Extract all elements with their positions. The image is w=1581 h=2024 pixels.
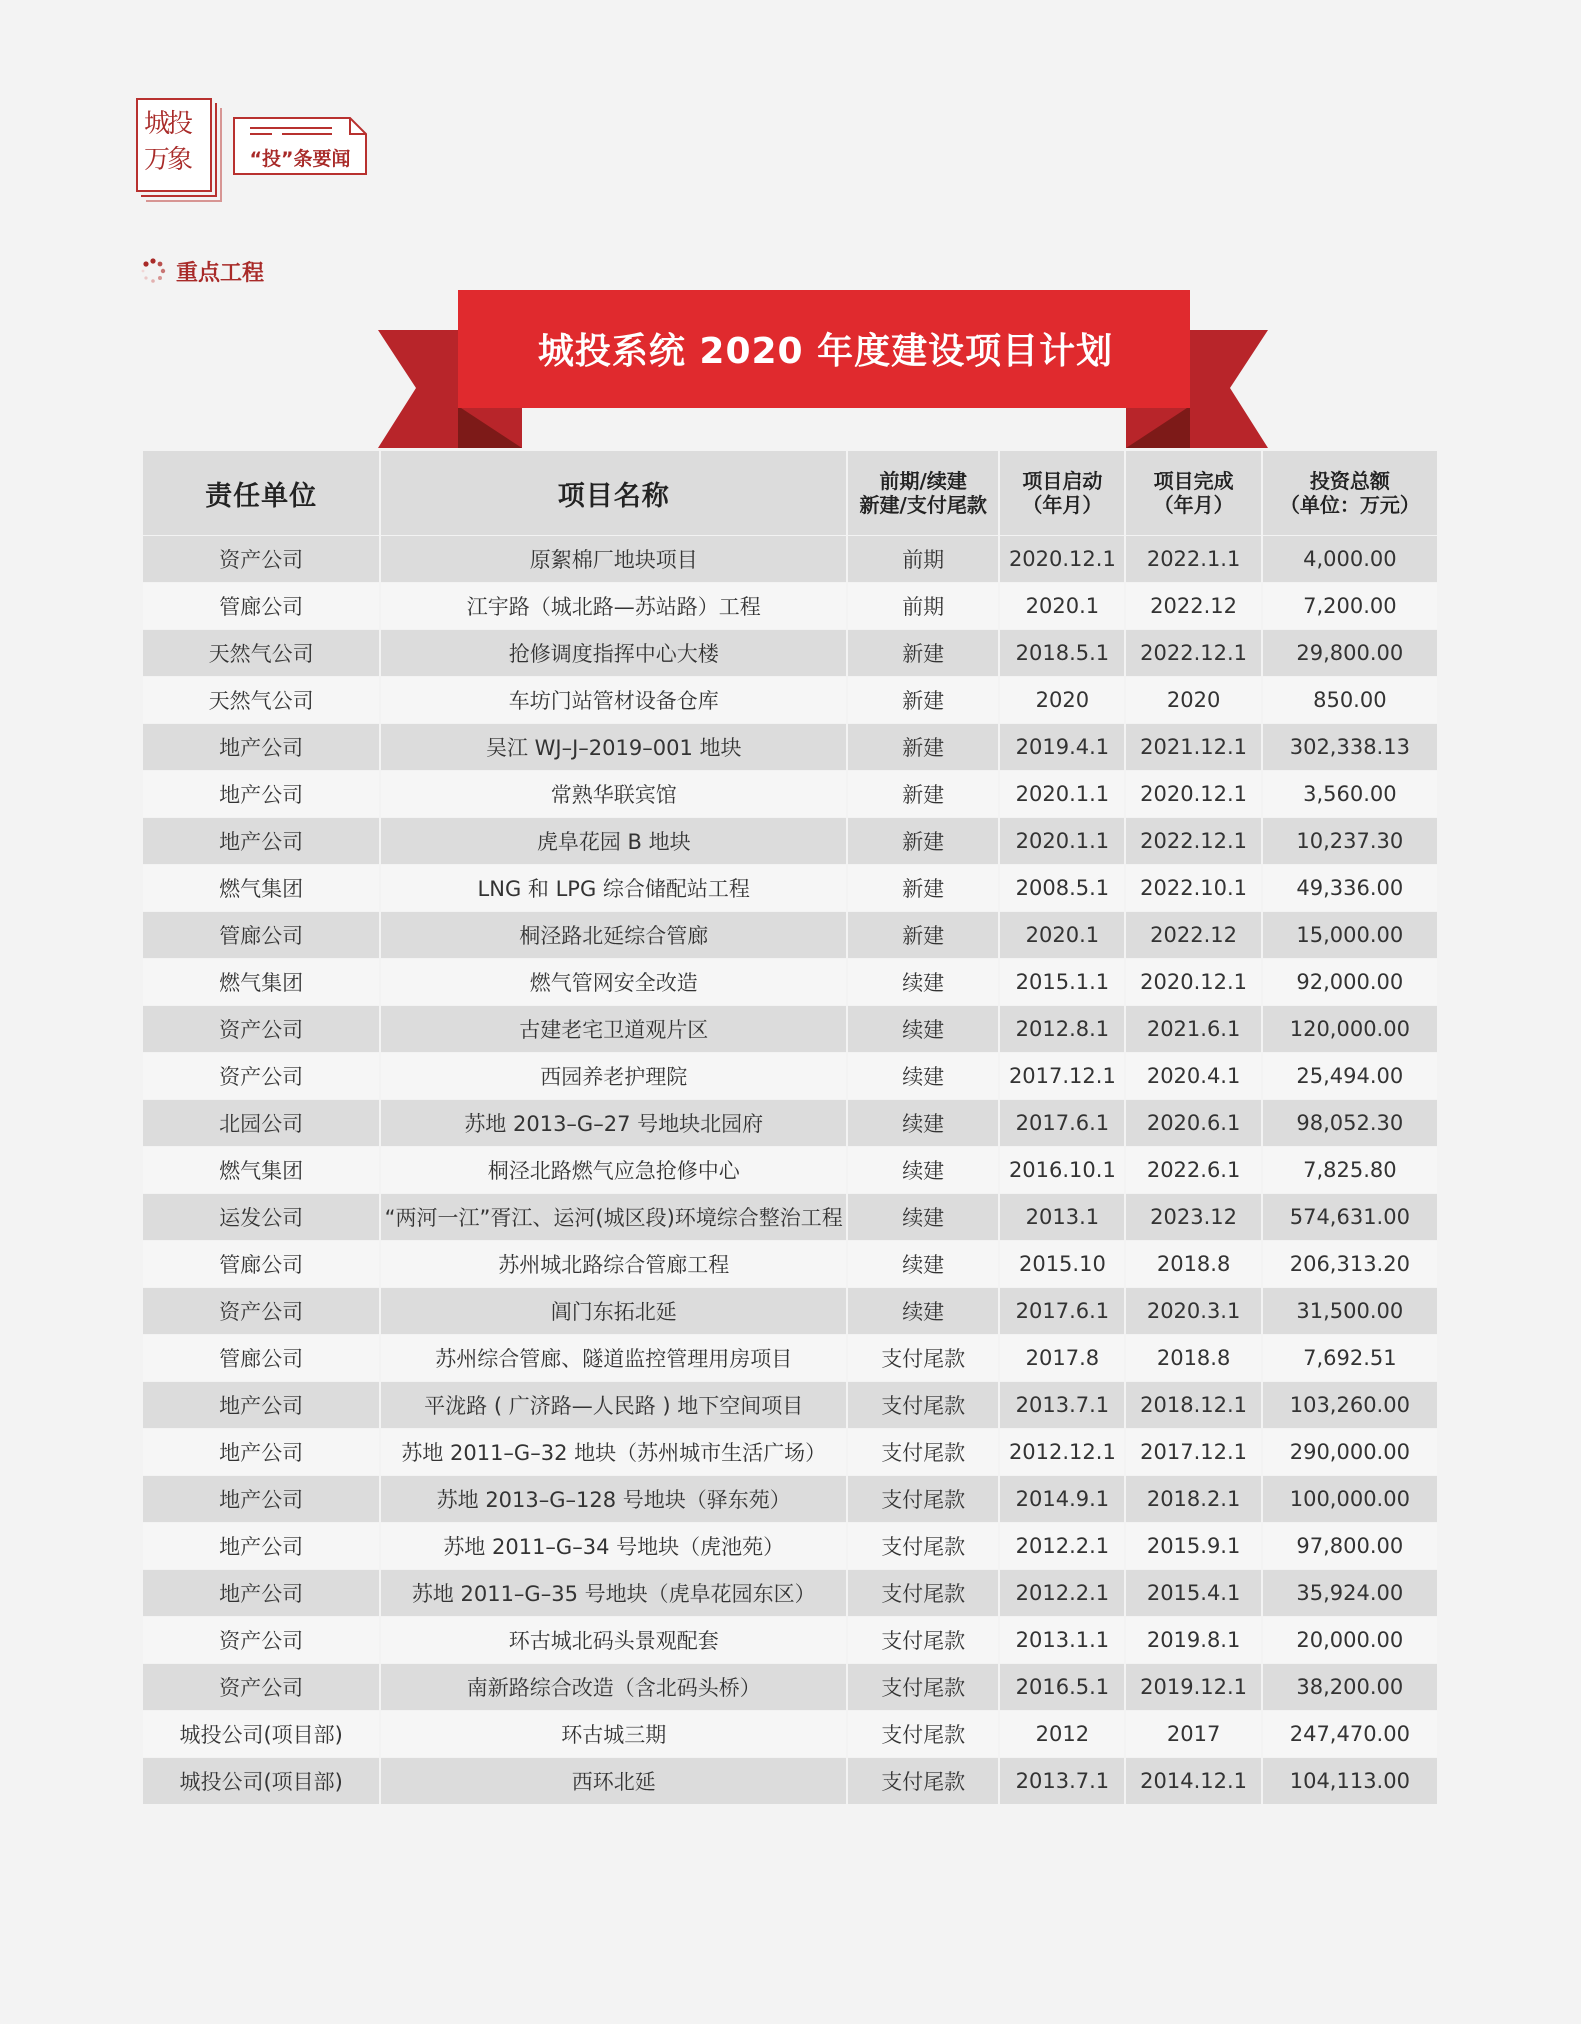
cell-end: 2022.12 xyxy=(1126,583,1260,629)
cell-amount: 15,000.00 xyxy=(1263,912,1437,958)
table-row xyxy=(143,583,1437,629)
cell-start: 2020.12.1 xyxy=(1000,536,1124,582)
cell-amount: 7,692.51 xyxy=(1263,1335,1437,1381)
cell-start: 2020.1.1 xyxy=(1000,818,1124,864)
cell-end: 2020.12.1 xyxy=(1126,959,1260,1005)
cell-amount: 247,470.00 xyxy=(1263,1711,1437,1757)
table-row xyxy=(143,1053,1437,1099)
cell-end: 2018.12.1 xyxy=(1126,1382,1260,1428)
cell-end: 2018.8 xyxy=(1126,1335,1260,1381)
cell-unit: 运发公司 xyxy=(143,1194,379,1240)
cell-project-name: LNG 和 LPG 综合储配站工程 xyxy=(381,865,846,911)
cell-start: 2017.8 xyxy=(1000,1335,1124,1381)
cell-amount: 104,113.00 xyxy=(1263,1758,1437,1804)
cell-unit: 城投公司(项目部) xyxy=(143,1711,379,1757)
cell-stage: 续建 xyxy=(848,1194,998,1240)
cell-start: 2020.1 xyxy=(1000,912,1124,958)
cell-start: 2013.1 xyxy=(1000,1194,1124,1240)
cell-unit: 天然气公司 xyxy=(143,630,379,676)
cell-start: 2013.7.1 xyxy=(1000,1758,1124,1804)
cell-project-name: 虎阜花园 B 地块 xyxy=(381,818,846,864)
cell-amount: 120,000.00 xyxy=(1263,1006,1437,1052)
cell-project-name: 燃气管网安全改造 xyxy=(381,959,846,1005)
cell-unit: 资产公司 xyxy=(143,1617,379,1663)
header-stage-line1: 前期/续建 xyxy=(879,469,967,493)
cell-project-name: 苏地 2011–G–35 号地块（虎阜花园东区） xyxy=(381,1570,846,1616)
header-unit: 责任单位 xyxy=(143,451,379,535)
cell-start: 2016.10.1 xyxy=(1000,1147,1124,1193)
table-row xyxy=(143,1382,1437,1428)
cell-project-name: 西园养老护理院 xyxy=(381,1053,846,1099)
table-row xyxy=(143,865,1437,911)
table-row xyxy=(143,1617,1437,1663)
cell-project-name: 江宇路（城北路—苏站路）工程 xyxy=(381,583,846,629)
cell-end: 2023.12 xyxy=(1126,1194,1260,1240)
cell-start: 2019.4.1 xyxy=(1000,724,1124,770)
cell-start: 2017.6.1 xyxy=(1000,1288,1124,1334)
table-row xyxy=(143,1711,1437,1757)
cell-start: 2015.10 xyxy=(1000,1241,1124,1287)
cell-amount: 38,200.00 xyxy=(1263,1664,1437,1710)
header-amount-line2: （单位：万元） xyxy=(1279,493,1420,517)
table-row xyxy=(143,1429,1437,1475)
cell-unit: 地产公司 xyxy=(143,1476,379,1522)
cell-amount: 98,052.30 xyxy=(1263,1100,1437,1146)
cell-stage: 新建 xyxy=(848,677,998,723)
section-heading xyxy=(140,256,264,286)
cell-stage: 续建 xyxy=(848,1241,998,1287)
cell-end: 2022.12.1 xyxy=(1126,630,1260,676)
cell-amount: 100,000.00 xyxy=(1263,1476,1437,1522)
cell-end: 2015.4.1 xyxy=(1126,1570,1260,1616)
cell-end: 2019.12.1 xyxy=(1126,1664,1260,1710)
cell-unit: 燃气集团 xyxy=(143,1147,379,1193)
cell-start: 2014.9.1 xyxy=(1000,1476,1124,1522)
cell-amount: 35,924.00 xyxy=(1263,1570,1437,1616)
header-start-line1: 项目启动 xyxy=(1022,469,1103,493)
table-row xyxy=(143,1664,1437,1710)
cell-amount: 290,000.00 xyxy=(1263,1429,1437,1475)
cell-project-name: 桐泾北路燃气应急抢修中心 xyxy=(381,1147,846,1193)
project-table xyxy=(143,450,1437,1805)
table-row xyxy=(143,818,1437,864)
cell-project-name: 环古城三期 xyxy=(381,1711,846,1757)
cell-start: 2017.12.1 xyxy=(1000,1053,1124,1099)
cell-end: 2017.12.1 xyxy=(1126,1429,1260,1475)
cell-project-name: 苏地 2013–G–128 号地块（驿东苑） xyxy=(381,1476,846,1522)
cell-project-name: 桐泾路北延综合管廊 xyxy=(381,912,846,958)
header-start-line2: （年月） xyxy=(1022,493,1103,517)
cell-start: 2013.7.1 xyxy=(1000,1382,1124,1428)
header-end-line1: 项目完成 xyxy=(1153,469,1234,493)
cell-amount: 49,336.00 xyxy=(1263,865,1437,911)
cell-amount: 206,313.20 xyxy=(1263,1241,1437,1287)
table-row xyxy=(143,912,1437,958)
header-stage xyxy=(848,451,998,535)
cell-project-name: 苏地 2011–G–34 号地块（虎池苑） xyxy=(381,1523,846,1569)
cell-amount: 92,000.00 xyxy=(1263,959,1437,1005)
table-row xyxy=(143,630,1437,676)
table-row xyxy=(143,1476,1437,1522)
cell-stage: 支付尾款 xyxy=(848,1570,998,1616)
cell-unit: 燃气集团 xyxy=(143,865,379,911)
section-title: 重点工程 xyxy=(176,260,265,286)
cell-stage: 续建 xyxy=(848,1288,998,1334)
cell-end: 2020 xyxy=(1126,677,1260,723)
cell-amount: 7,825.80 xyxy=(1263,1147,1437,1193)
cell-start: 2020 xyxy=(1000,677,1124,723)
cell-unit: 资产公司 xyxy=(143,1288,379,1334)
cell-end: 2015.9.1 xyxy=(1126,1523,1260,1569)
cell-end: 2018.2.1 xyxy=(1126,1476,1260,1522)
cell-start: 2012.8.1 xyxy=(1000,1006,1124,1052)
cell-end: 2017 xyxy=(1126,1711,1260,1757)
cell-stage: 支付尾款 xyxy=(848,1664,998,1710)
cell-end: 2019.8.1 xyxy=(1126,1617,1260,1663)
cell-start: 2018.5.1 xyxy=(1000,630,1124,676)
cell-unit: 管廊公司 xyxy=(143,1241,379,1287)
cell-start: 2020.1 xyxy=(1000,583,1124,629)
cell-stage: 前期 xyxy=(848,583,998,629)
cell-stage: 支付尾款 xyxy=(848,1523,998,1569)
cell-start: 2012.2.1 xyxy=(1000,1523,1124,1569)
cell-project-name: 西环北延 xyxy=(381,1758,846,1804)
cell-project-name: 阊门东拓北延 xyxy=(381,1288,846,1334)
cell-stage: 支付尾款 xyxy=(848,1758,998,1804)
table-row xyxy=(143,1335,1437,1381)
cell-end: 2022.12.1 xyxy=(1126,818,1260,864)
cell-project-name: 吴江 WJ–J–2019–001 地块 xyxy=(381,724,846,770)
cell-project-name: 环古城北码头景观配套 xyxy=(381,1617,846,1663)
header-end-line2: （年月） xyxy=(1153,493,1234,517)
cell-amount: 7,200.00 xyxy=(1263,583,1437,629)
cell-end: 2021.6.1 xyxy=(1126,1006,1260,1052)
cell-stage: 支付尾款 xyxy=(848,1382,998,1428)
cell-stage: 支付尾款 xyxy=(848,1617,998,1663)
cell-stage: 续建 xyxy=(848,1100,998,1146)
cell-start: 2008.5.1 xyxy=(1000,865,1124,911)
table-row xyxy=(143,1006,1437,1052)
cell-unit: 地产公司 xyxy=(143,724,379,770)
cell-project-name: “两河一江”胥江、运河(城区段)环境综合整治工程 xyxy=(381,1194,846,1240)
cell-project-name: 苏州城北路综合管廊工程 xyxy=(381,1241,846,1287)
cell-end: 2018.8 xyxy=(1126,1241,1260,1287)
cell-unit: 资产公司 xyxy=(143,1053,379,1099)
cell-unit: 资产公司 xyxy=(143,1664,379,1710)
header-project-name: 项目名称 xyxy=(381,451,846,535)
cell-stage: 新建 xyxy=(848,771,998,817)
table-row xyxy=(143,724,1437,770)
table-row xyxy=(143,1194,1437,1240)
table-row xyxy=(143,1758,1437,1804)
table-row xyxy=(143,959,1437,1005)
cell-project-name: 苏州综合管廊、隧道监控管理用房项目 xyxy=(381,1335,846,1381)
cell-amount: 31,500.00 xyxy=(1263,1288,1437,1334)
header-start xyxy=(1000,451,1124,535)
cell-unit: 地产公司 xyxy=(143,1523,379,1569)
cell-stage: 续建 xyxy=(848,1147,998,1193)
cell-unit: 北园公司 xyxy=(143,1100,379,1146)
table-header-row xyxy=(143,451,1437,535)
cell-stage: 新建 xyxy=(848,818,998,864)
cell-stage: 续建 xyxy=(848,1006,998,1052)
cell-stage: 支付尾款 xyxy=(848,1476,998,1522)
table-row xyxy=(143,1241,1437,1287)
cell-stage: 续建 xyxy=(848,1053,998,1099)
cell-unit: 地产公司 xyxy=(143,771,379,817)
cell-unit: 燃气集团 xyxy=(143,959,379,1005)
cell-unit: 地产公司 xyxy=(143,1382,379,1428)
cell-unit: 资产公司 xyxy=(143,1006,379,1052)
cell-start: 2017.6.1 xyxy=(1000,1100,1124,1146)
cell-end: 2020.6.1 xyxy=(1126,1100,1260,1146)
table-row xyxy=(143,677,1437,723)
cell-unit: 管廊公司 xyxy=(143,583,379,629)
cell-end: 2014.12.1 xyxy=(1126,1758,1260,1804)
cell-stage: 支付尾款 xyxy=(848,1335,998,1381)
news-tag-label: “投”条要闻 xyxy=(249,148,351,170)
cell-amount: 10,237.30 xyxy=(1263,818,1437,864)
cell-start: 2016.5.1 xyxy=(1000,1664,1124,1710)
cell-start: 2012.2.1 xyxy=(1000,1570,1124,1616)
cell-amount: 103,260.00 xyxy=(1263,1382,1437,1428)
cell-amount: 574,631.00 xyxy=(1263,1194,1437,1240)
header-end xyxy=(1126,451,1260,535)
cell-end: 2022.1.1 xyxy=(1126,536,1260,582)
table-body xyxy=(143,536,1437,1804)
table-row xyxy=(143,771,1437,817)
cell-amount: 3,560.00 xyxy=(1263,771,1437,817)
loading-dots-icon xyxy=(140,258,166,284)
header-amount xyxy=(1263,451,1437,535)
cell-end: 2021.12.1 xyxy=(1126,724,1260,770)
cell-project-name: 古建老宅卫道观片区 xyxy=(381,1006,846,1052)
cell-start: 2020.1.1 xyxy=(1000,771,1124,817)
cell-end: 2020.12.1 xyxy=(1126,771,1260,817)
cell-unit: 管廊公司 xyxy=(143,1335,379,1381)
cell-stage: 新建 xyxy=(848,865,998,911)
cell-stage: 支付尾款 xyxy=(848,1711,998,1757)
logo-text: 城投万象 xyxy=(144,109,191,175)
cell-unit: 地产公司 xyxy=(143,1429,379,1475)
cell-stage: 新建 xyxy=(848,912,998,958)
cell-project-name: 抢修调度指挥中心大楼 xyxy=(381,630,846,676)
cell-stage: 续建 xyxy=(848,959,998,1005)
table-row xyxy=(143,1523,1437,1569)
cell-unit: 资产公司 xyxy=(143,536,379,582)
cell-end: 2022.10.1 xyxy=(1126,865,1260,911)
cell-stage: 前期 xyxy=(848,536,998,582)
cell-amount: 29,800.00 xyxy=(1263,630,1437,676)
cell-stage: 支付尾款 xyxy=(848,1429,998,1475)
cell-stage: 新建 xyxy=(848,630,998,676)
banner-title: 城投系统 2020 年度建设项目计划 xyxy=(537,330,1114,372)
cell-end: 2020.4.1 xyxy=(1126,1053,1260,1099)
cell-end: 2020.3.1 xyxy=(1126,1288,1260,1334)
cell-unit: 天然气公司 xyxy=(143,677,379,723)
cell-project-name: 车坊门站管材设备仓库 xyxy=(381,677,846,723)
cell-amount: 4,000.00 xyxy=(1263,536,1437,582)
cell-amount: 97,800.00 xyxy=(1263,1523,1437,1569)
cell-start: 2015.1.1 xyxy=(1000,959,1124,1005)
cell-amount: 25,494.00 xyxy=(1263,1053,1437,1099)
cell-start: 2012.12.1 xyxy=(1000,1429,1124,1475)
table-row xyxy=(143,1570,1437,1616)
cell-project-name: 常熟华联宾馆 xyxy=(381,771,846,817)
logo xyxy=(136,98,212,192)
cell-start: 2012 xyxy=(1000,1711,1124,1757)
cell-unit: 地产公司 xyxy=(143,818,379,864)
cell-project-name: 原絮棉厂地块项目 xyxy=(381,536,846,582)
cell-unit: 地产公司 xyxy=(143,1570,379,1616)
cell-amount: 850.00 xyxy=(1263,677,1437,723)
table-row xyxy=(143,1288,1437,1334)
cell-amount: 302,338.13 xyxy=(1263,724,1437,770)
cell-unit: 城投公司(项目部) xyxy=(143,1758,379,1804)
table-row xyxy=(143,536,1437,582)
cell-amount: 20,000.00 xyxy=(1263,1617,1437,1663)
cell-project-name: 南新路综合改造（含北码头桥） xyxy=(381,1664,846,1710)
cell-end: 2022.6.1 xyxy=(1126,1147,1260,1193)
cell-stage: 新建 xyxy=(848,724,998,770)
cell-project-name: 苏地 2013–G–27 号地块北园府 xyxy=(381,1100,846,1146)
table-row xyxy=(143,1100,1437,1146)
cell-project-name: 苏地 2011–G–32 地块（苏州城市生活广场） xyxy=(381,1429,846,1475)
table-row xyxy=(143,1147,1437,1193)
cell-unit: 管廊公司 xyxy=(143,912,379,958)
header-amount-line1: 投资总额 xyxy=(1309,469,1390,493)
header-stage-line2: 新建/支付尾款 xyxy=(859,493,987,517)
news-tag xyxy=(232,116,368,176)
cell-end: 2022.12 xyxy=(1126,912,1260,958)
cell-project-name: 平泷路 ( 广济路—人民路 ) 地下空间项目 xyxy=(381,1382,846,1428)
cell-start: 2013.1.1 xyxy=(1000,1617,1124,1663)
